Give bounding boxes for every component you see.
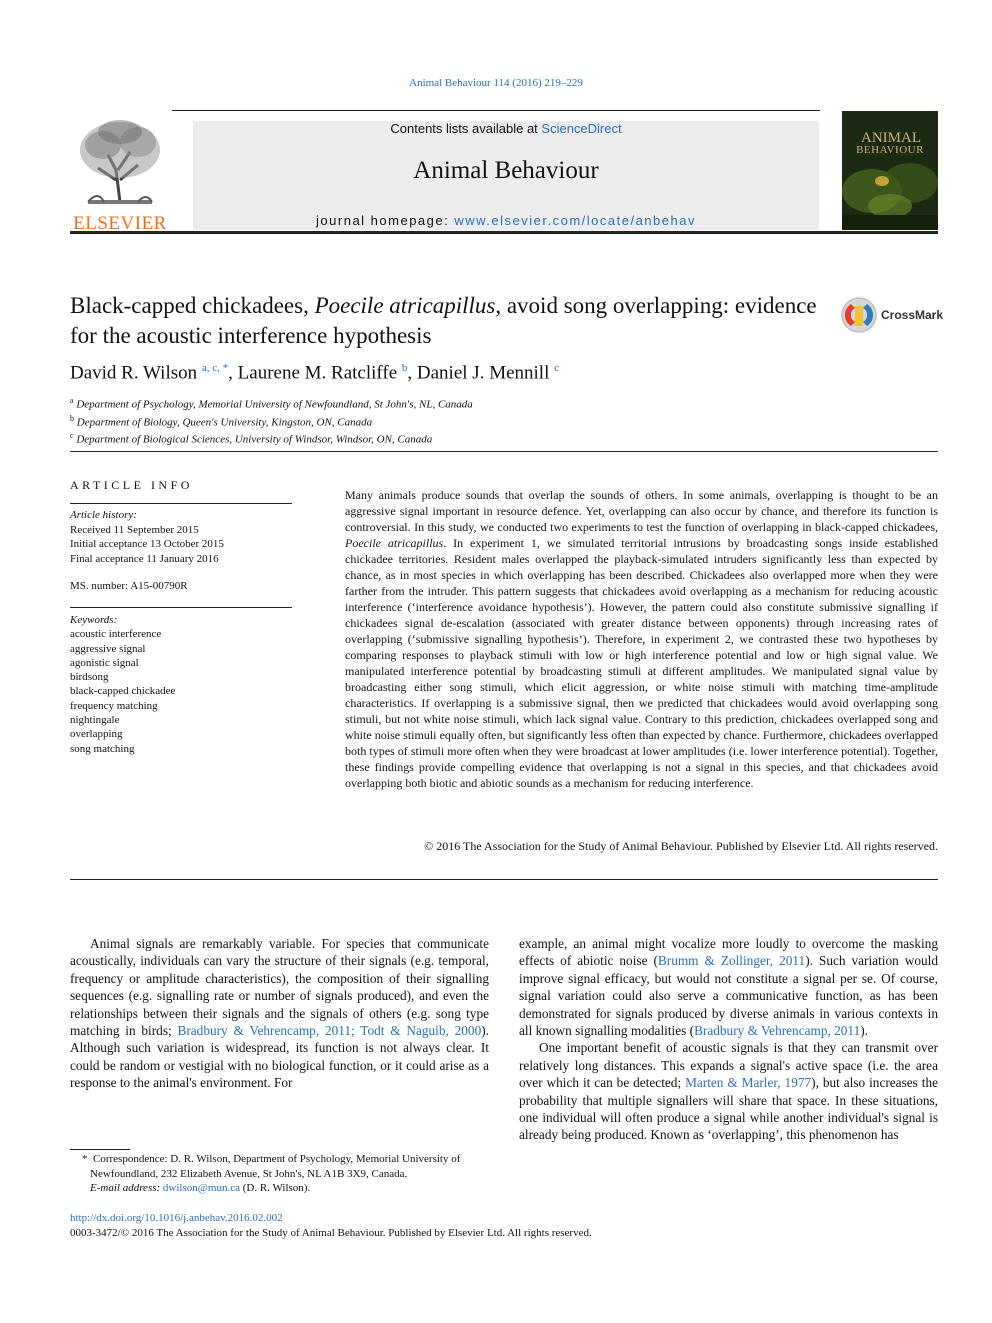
elsevier-wordmark: ELSEVIER [73,213,167,234]
homepage-prefix: journal homepage: [316,213,455,228]
abstract-segment: Many animals produce sounds that overlap the sounds of others. In some animals, overlapping is thought to be an aggressive signal important in resource defence. Yet, overlapping can also occur by chance, and therefore its function is controversial. In this study, we conducted two experiments to test the function of overlapping in black-capped chickadees, [345,488,938,534]
footnote-email-line [70,1181,490,1196]
author-list: David R. Wilson $^{a, c, *}$, Laurene M. Ratcliffe $^b$, Daniel J. Mennill $^c$ [70,362,559,384]
title-part1: Black-capped chickadees, [70,293,315,318]
sciencedirect-link[interactable]: ScienceDirect [541,121,622,136]
affiliation-item [70,429,930,447]
abstract-copyright: © 2016 The Association for the Study of Animal Behaviour. Published by Elsevier Ltd. All rights reserved. [424,839,938,853]
article-info-rule [70,503,292,504]
correspondence-footnote [70,1152,490,1196]
abstract-segment: . In experiment 1, we simulated territorial intrusions by broadcasting songs inside established chickadee territories. Resident males overlapped the playback-simulated intruders significantly less than expected by chance, as in most species in which overlapping has been described. Chickadees also overlapped more when they were farther from the intruder. This pattern suggests that chickadees avoid overlapping as a mechanism for reducing acoustic interference (‘interference avoidance hypothesis’). However, the pattern could also constitute submissive signalling if chickadees signal de-escalation (associated with greater distance between opponents) through increasing rates of overlapping (‘submissive signalling hypothesis’). Therefore, in experiment 2, we contrasted these two hypotheses by comparing responses to playback stimuli with low or high interference potential and low or high signal value. We manipulated interference potential by broadcasting stimuli at different amplitudes. We manipulated signal value by broadcasting either song stimuli, which elicit aggression, or white noise stimuli with matching time-amplitude characteristics. If overlapping is a submissive signal, then we predicted that chickadees would avoid overlapping song stimuli, but not white noise stimuli, which lack signal value. Contrary to this prediction, chickadees overlapped song and white noise stimuli equally often, but significantly less often than expected by chance. Furthermore, chickadees overlapped both types of stimuli more often when they were broadcast at lower amplitudes (i.e. lower interference potential). Together, these findings provide compelling evidence that overlapping is not a signal in this species, and that chickadees avoid overlapping both biotic and abiotic sounds as a mechanism for reducing interference. [345,536,938,790]
cover-title-line1: ANIMAL [861,130,921,146]
affiliation-item [70,394,930,412]
affiliation-item [70,412,930,430]
history-label: Article history: [70,509,137,521]
keyword-item: agonistic signal [70,656,139,669]
affiliation-text: Department of Biology, Queen's University, Kingston, ON, Canada [76,416,373,429]
body-column-left [70,935,489,1092]
keyword-item: aggressive signal [70,642,146,655]
footnote-rule [70,1149,130,1150]
citation-link[interactable]: Marten & Marler, 1977 [685,1075,812,1091]
abstract-species: Poecile atricapillus [345,536,444,550]
body-text: ). Although such variation is widespread, its function is not always clear. It could be random or vestigial with no biological function, or it could arise as a response to the animal's environment. For [70,1023,489,1091]
keyword-item: acoustic interference [70,628,162,641]
body-column-right [519,935,938,1144]
body-text: example, an animal might vocalize more loudly to overcome the masking effects of abiotic noise ( [519,936,938,969]
initial-acceptance-date: Initial acceptance 13 October 2015 [70,538,224,550]
contents-prefix: Contents lists available at [390,121,542,136]
keywords-label: Keywords: [70,614,118,626]
journal-cover-image [842,111,938,230]
author-affil-marks[interactable]: a, c, * [201,362,229,374]
keywords-rule [70,607,292,608]
keywords-block [70,613,292,756]
journal-homepage-line [193,213,819,228]
affiliation-mark: b [70,413,74,423]
body-paragraph [70,935,489,1092]
journal-title: Animal Behaviour [413,157,599,184]
abstract-rule [70,879,938,880]
keyword-item: song matching [70,742,135,755]
doi-link[interactable]: http://dx.doi.org/10.1016/j.anbehav.2016.02.002 [70,1212,283,1224]
header-bottom-rule [70,231,938,234]
body-text: Animal signals are remarkably variable. For species that communicate acoustically, individuals can vary the structure of their signals (e.g. temporal, frequency or amplitude characteristics), the composition of their signalling sequences (e.g. signalling rate or number of signals produced), and even the relationships between their signals and the signals of others (e.g. song type matching in birds; [70,936,489,1039]
article-title [70,291,830,351]
issn-copyright: 0003-3472/© 2016 The Association for the Study of Animal Behaviour. Published by Elsevier Ltd. All rights reserved. [70,1227,592,1239]
affiliation-text: Department of Biological Sciences, University of Windsor, Windsor, ON, Canada [76,433,433,446]
affiliation-mark: c [70,431,74,441]
cover-art [842,111,938,230]
received-date: Received 11 September 2015 [70,523,199,536]
body-paragraph [519,935,938,1039]
header-top-rule [70,110,820,111]
author-affil-marks[interactable]: c [554,362,559,374]
email-link[interactable]: dwilson@mun.ca [162,1182,240,1194]
citation-link[interactable]: Bradbury & Vehrencamp, 2011; Todt & Naguib, 2000 [177,1023,482,1039]
keyword-item: nightingale [70,714,120,727]
author-name[interactable]: David R. Wilson [70,362,198,384]
title-part2: , avoid song overlapping: evidence for the acoustic interference hypothesis [70,293,817,348]
body-text: ). [860,1023,868,1039]
final-acceptance-date: Final acceptance 11 January 2016 [70,552,219,565]
contents-lists-line [193,121,819,136]
cover-title-line2: BEHAVIOUR [856,144,924,156]
author-affil-marks[interactable]: b [401,362,408,374]
affiliation-text: Department of Psychology, Memorial University of Newfoundland, St John's, NL, Canada [76,398,473,411]
body-text: ), but also increases the probability that multiple signallers will share that space. In these situations, one individual will often produce a signal while another individual's signal is already being produced. Known as ‘overlapping’, this phenomenon has [519,1075,938,1143]
footnote-marker: * [82,1153,88,1165]
footnote-correspondence [70,1152,490,1181]
article-info-heading: ARTICLE INFO [70,478,193,492]
crossmark-icon [840,296,878,334]
keyword-item: black-capped chickadee [70,685,176,698]
abstract-text [345,487,938,791]
body-text: One important benefit of acoustic signals is that they can transmit over relatively long distances. This expands a signal's active space (i.e. the area over which it can be detected; [519,1040,938,1091]
citation-link[interactable]: Brumm & Zollinger, 2011 [657,953,806,969]
affiliation-rule [70,451,938,452]
citation-link[interactable]: Bradbury & Vehrencamp, 2011 [694,1023,861,1039]
article-history [70,508,292,566]
title-species: Poecile atricapillus [314,293,496,318]
homepage-link[interactable]: www.elsevier.com/locate/anbehav [454,213,696,228]
body-paragraph [519,1039,938,1143]
body-text: ). Such variation would improve signal efficacy, but would not constitute a signal per se. Of course, signal variation could also serve a communicative function, as has been demonstrated for signals produced by diverse animals in various contexts in all known signalling modalities ( [519,953,938,1039]
email-suffix: (D. R. Wilson). [239,1182,311,1194]
crossmark-label: CrossMark [881,308,944,322]
keyword-item: overlapping [70,728,123,741]
keyword-item: frequency matching [70,699,158,712]
keyword-item: birdsong [70,671,109,684]
journal-citation[interactable]: Animal Behaviour 114 (2016) 219–229 [409,77,583,89]
footnote-text: Correspondence: D. R. Wilson, Department of Psychology, Memorial University of Newfoundland, 232 Elizabeth Avenue, St John's, NL A1B 3X9, Canada. [90,1153,461,1180]
email-label: E-mail address: [90,1182,163,1194]
author-name[interactable]: Daniel J. Mennill [416,362,550,384]
ms-number: MS. number: A15-00790R [70,580,188,592]
author-name[interactable]: Laurene M. Ratcliffe [237,362,398,384]
crossmark-badge[interactable] [840,296,944,336]
affiliations [70,394,930,447]
affiliation-mark: a [70,396,74,405]
